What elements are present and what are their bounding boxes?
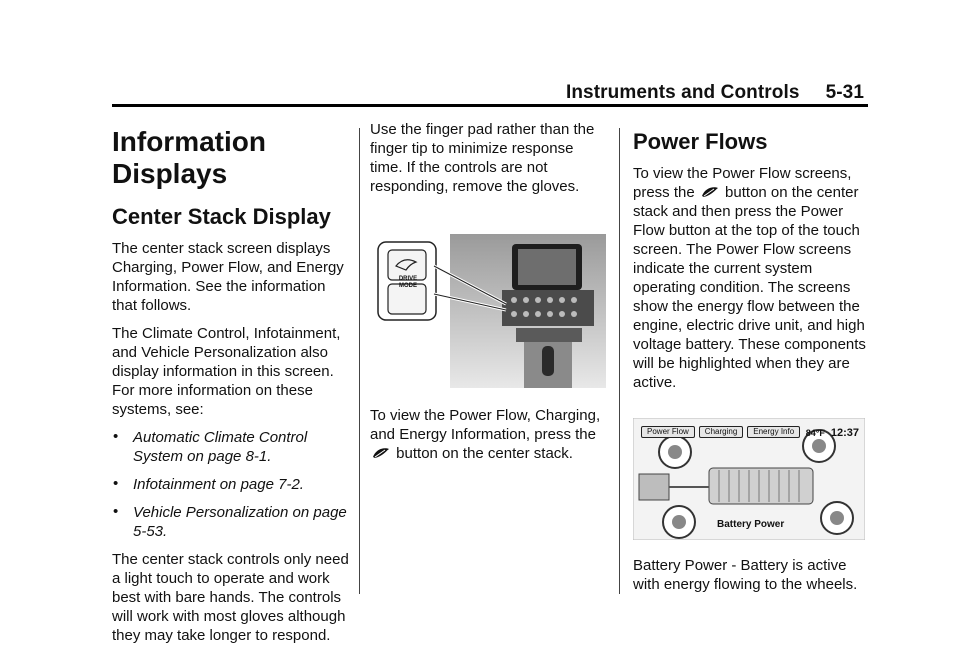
column-divider-1 (359, 128, 360, 594)
power-flow-screen (633, 418, 865, 540)
text-span: To view the Power Flow, Charging, and Energy Information, press the (370, 407, 601, 443)
tab-charging[interactable]: Charging (699, 426, 743, 438)
energy-leaf-icon (372, 446, 390, 460)
text-span: button on the center stack. (396, 445, 573, 462)
paragraph: The center stack screen displays Charging, Power Flow, and Energy Information. See the information that follows. (112, 240, 344, 314)
paragraph: Use the finger pad rather than the finger tip to minimize response time. If the controls are not responding, remove the gloves. (370, 121, 595, 195)
column-2 (370, 120, 605, 472)
section-title: Instruments and Controls (565, 82, 800, 103)
paragraph: The Climate Control, Infotainment, and Vehicle Personalization also display information in this screen. For more information on these systems, see: (112, 325, 341, 418)
paragraph: The center stack controls only need a light touch to operate and work best with bare hands. The controls will work with most gloves although they may take longer to respond. (112, 551, 349, 644)
column-divider-2 (619, 128, 620, 594)
section-heading: Information Displays (112, 126, 266, 189)
tab-power-flow[interactable]: Power Flow (641, 426, 695, 438)
reference-list (112, 428, 352, 541)
column-1 (112, 120, 352, 654)
column-3 (633, 120, 868, 603)
page-number: 5-31 (825, 82, 864, 103)
center-stack-illustration (374, 228, 606, 388)
temperature-readout: 84°F (805, 428, 825, 438)
paragraph (370, 406, 605, 463)
drive-mode-label: DRIVE MODE (398, 276, 418, 289)
reference-link[interactable]: • Infotainment on page 7-2. (112, 475, 352, 494)
caption: Battery Power - Battery is active with energy flowing to the wheels. (633, 557, 858, 593)
battery-power-label: Battery Power (717, 519, 785, 530)
text-span: To view the Power Flow screens, press the (633, 165, 852, 201)
page-header (566, 82, 864, 104)
reference-link[interactable]: • Vehicle Personalization on page 5-53. (112, 503, 352, 541)
center-stack-drawing (374, 228, 606, 388)
text-span: button on the center stack and then press the Power Flow button at the top of the touch screen. The Power Flow screens indicate the current system operating condition. The screens show the energy flow between the engine, electric drive unit, and high voltage battery. These components will be highlighted when they are active. (633, 184, 866, 391)
paragraph (633, 164, 868, 392)
status-readout (806, 424, 859, 443)
subsection-heading: Center Stack Display (112, 204, 331, 229)
energy-leaf-icon (701, 185, 719, 199)
reference-link[interactable]: • Automatic Climate Control System on page 8-1. (112, 428, 352, 466)
clock-readout: 12:37 (830, 427, 859, 439)
header-rule (112, 104, 868, 107)
tab-energy-info[interactable]: Energy Info (747, 426, 800, 438)
screen-tabs (641, 426, 800, 438)
subsection-heading: Power Flows (633, 129, 768, 154)
